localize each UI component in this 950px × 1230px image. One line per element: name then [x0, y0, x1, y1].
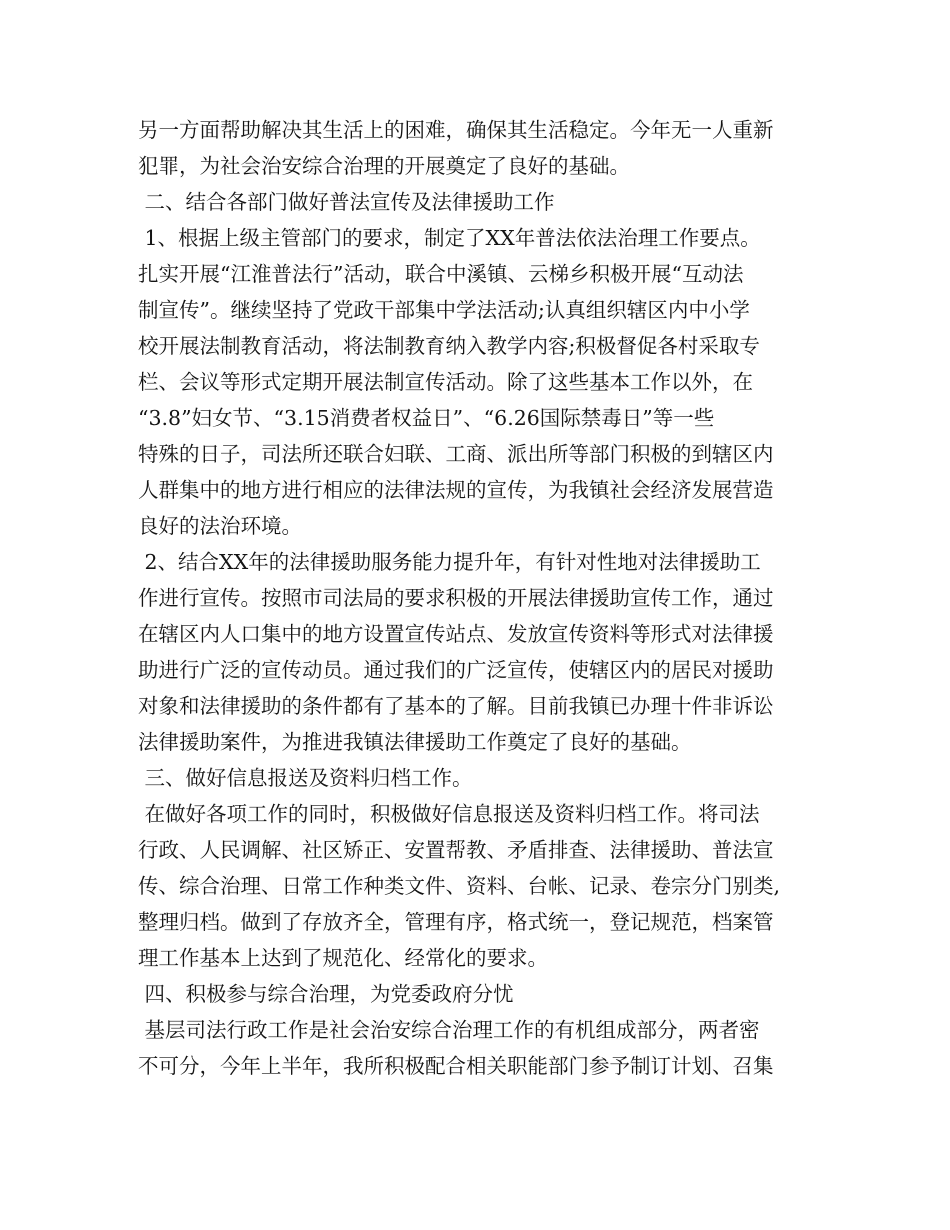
- text-line: 另一方面帮助解决其生活上的困难，确保其生活稳定。今年无一人重新: [138, 118, 774, 142]
- text-line: 助进行广泛的宣传动员。通过我们的广泛宣传，使辖区内的居民对援助: [138, 658, 774, 682]
- text-line: 特殊的日子，司法所还联合妇联、工商、派出所等部门积极的到辖区内: [138, 442, 774, 466]
- text-line: 扎实开展“江淮普法行”活动，联合中溪镇、云梯乡积极开展“互动法: [138, 262, 744, 286]
- text-line: 传、综合治理、日常工作种类文件、资料、台帐、记录、卷宗分门别类,: [138, 874, 781, 898]
- text-line: 在辖区内人口集中的地方设置宣传站点、发放宣传资料等形式对法律援: [138, 622, 774, 646]
- text-line: 对象和法律援助的条件都有了基本的了解。目前我镇已办理十件非诉讼: [138, 694, 774, 718]
- text-line: 在做好各项工作的同时，积极做好信息报送及资料归档工作。将司法: [138, 802, 760, 826]
- text-line: 不可分，今年上半年，我所积极配合相关职能部门参予制订计划、召集: [138, 1054, 774, 1078]
- text-line: 理工作基本上达到了规范化、经常化的要求。: [138, 946, 548, 970]
- text-line: 2、结合XX年的法律援助服务能力提升年，有针对性地对法律援助工: [138, 550, 761, 574]
- text-line: 犯罪，为社会治安综合治理的开展奠定了良好的基础。: [138, 154, 630, 178]
- text-line: 1、根据上级主管部门的要求，制定了XX年普法依法治理工作要点。: [138, 226, 761, 250]
- section-heading: 四、积极参与综合治理，为党委政府分忧: [138, 982, 514, 1006]
- text-line: 整理归档。做到了存放齐全，管理有序，格式统一，登记规范，档案管: [138, 910, 774, 934]
- text-line: 校开展法制教育活动，将法制教育纳入教学内容;积极督促各村采取专: [138, 334, 760, 358]
- text-line: 法律援助案件，为推进我镇法律援助工作奠定了良好的基础。: [138, 730, 692, 754]
- section-heading: 二、结合各部门做好普法宣传及法律援助工作: [138, 190, 555, 214]
- section-heading: 三、做好信息报送及资料归档工作。: [138, 766, 473, 790]
- document-body: [138, 112, 818, 1084]
- text-line: 行政、人民调解、社区矫正、安置帮教、矛盾排查、法律援助、普法宣: [138, 838, 774, 862]
- text-line: 栏、会议等形式定期开展法制宣传活动。除了这些基本工作以外，在: [138, 370, 753, 394]
- text-line: “3.8”妇女节、“3.15消费者权益日”、“6.26国际禁毒日”等一些: [138, 406, 715, 430]
- text-line: 制宣传”。继续坚持了党政干部集中学法活动;认真组织辖区内中小学: [138, 298, 750, 322]
- text-line: 人群集中的地方进行相应的法律法规的宣传，为我镇社会经济发展营造: [138, 478, 774, 502]
- text-line: 作进行宣传。按照市司法局的要求积极的开展法律援助宣传工作，通过: [138, 586, 774, 610]
- text-line: 良好的法治环境。: [138, 514, 302, 538]
- text-line: 基层司法行政工作是社会治安综合治理工作的有机组成部分，两者密: [138, 1018, 760, 1042]
